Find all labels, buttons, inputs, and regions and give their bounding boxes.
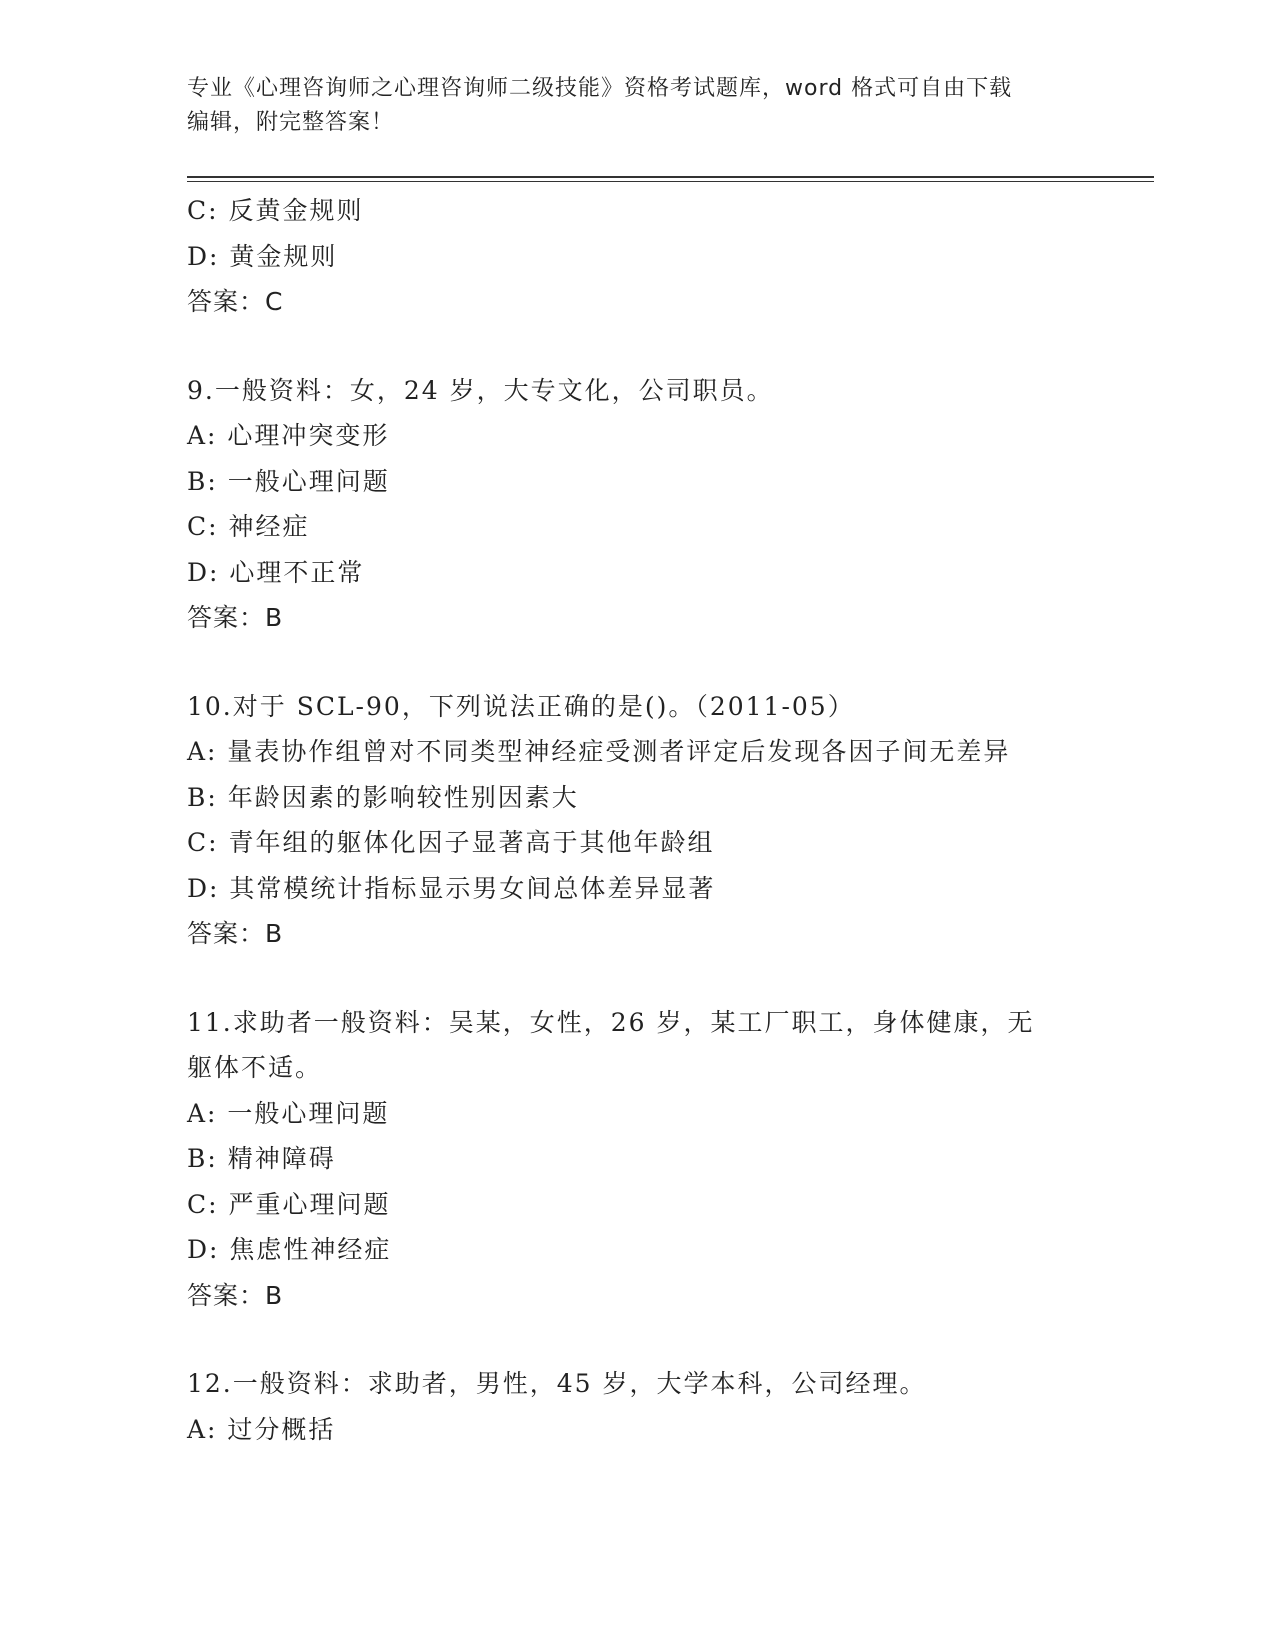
question-8-tail	[187, 188, 1107, 325]
option-d: D: 其常模统计指标显示男女间总体差异显著	[187, 873, 716, 903]
question-list	[187, 188, 1107, 1452]
option-c: C: 反黄金规则	[187, 196, 364, 225]
document-header	[187, 72, 1087, 140]
question-stem: 10.对于 SCL-90，下列说法正确的是()。（2011-05）	[187, 691, 855, 721]
header-line-1: 专业《心理咨询师之心理咨询师二级技能》资格考试题库，word 格式可自由下载	[187, 76, 1013, 101]
question-stem: 12.一般资料：求助者，男性，45 岁，大学本科，公司经理。	[187, 1369, 927, 1398]
spacer	[187, 957, 1107, 1000]
option-c: C: 青年组的躯体化因子显著高于其他年龄组	[187, 828, 715, 857]
option-a: A: 一般心理问题	[187, 1098, 390, 1128]
option-d: D: 心理不正常	[187, 557, 365, 587]
option-c: C: 神经症	[187, 512, 310, 541]
answer-line: 答案：B	[187, 1280, 284, 1310]
option-b: B: 一般心理问题	[187, 466, 390, 496]
header-line-2: 编辑，附完整答案！	[187, 110, 395, 135]
question-stem: 9.一般资料：女，24 岁，大专文化，公司职员。	[187, 375, 774, 405]
header-divider-thin	[187, 181, 1154, 182]
answer-line: 答案：C	[187, 287, 284, 316]
header-divider-thick	[187, 176, 1154, 178]
option-a: A: 过分概括	[187, 1414, 336, 1444]
option-c: C: 严重心理问题	[187, 1189, 391, 1219]
option-b: B: 年龄因素的影响较性别因素大	[187, 782, 579, 812]
question-stem-line-2: 躯体不适。	[187, 1053, 323, 1082]
option-a: A: 心理冲突变形	[187, 421, 390, 450]
answer-line: 答案：B	[187, 603, 284, 632]
spacer	[187, 641, 1107, 684]
question-10	[187, 684, 1107, 957]
question-11	[187, 1000, 1107, 1319]
question-12	[187, 1361, 1107, 1452]
option-b: B: 精神障碍	[187, 1144, 336, 1173]
option-d: D: 焦虑性神经症	[187, 1235, 392, 1264]
option-d: D: 黄金规则	[187, 241, 338, 271]
answer-line: 答案：B	[187, 919, 284, 948]
option-a: A: 量表协作组曾对不同类型神经症受测者评定后发现各因子间无差异	[187, 737, 1011, 766]
question-9	[187, 368, 1107, 641]
spacer	[187, 325, 1107, 368]
question-stem-line-1: 11.求助者一般资料：吴某，女性，26 岁，某工厂职工，身体健康，无	[187, 1007, 1035, 1037]
spacer	[187, 1318, 1107, 1361]
